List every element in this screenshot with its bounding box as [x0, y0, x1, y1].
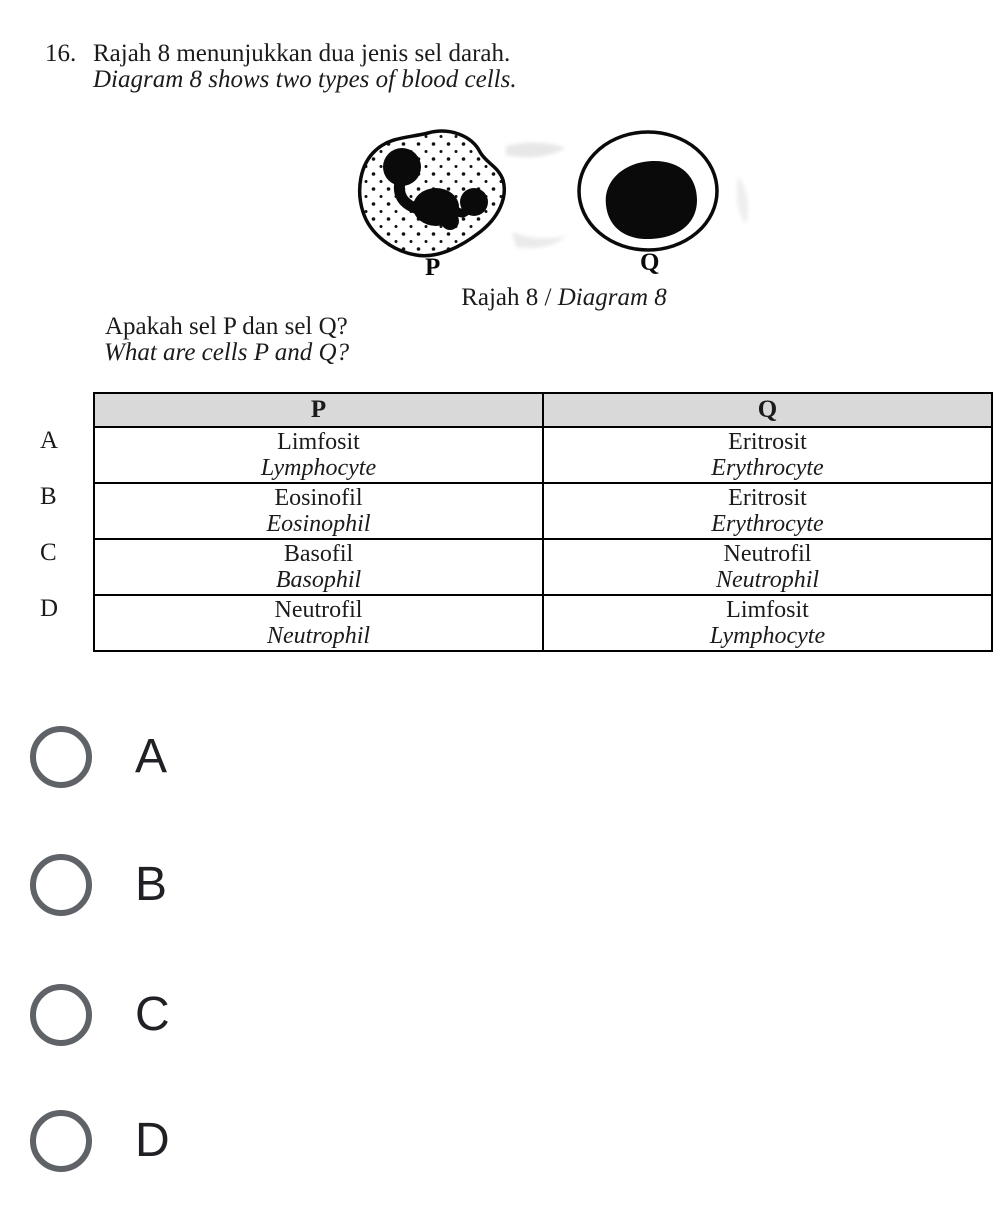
cell-text-ms: Limfosit: [726, 597, 809, 623]
cell-text-ms: Basofil: [283, 541, 354, 567]
cell-text-ms: Limfosit: [277, 429, 360, 455]
option-b-radio[interactable]: [30, 854, 92, 916]
option-c-label[interactable]: C: [135, 988, 170, 1041]
question-number: 16.: [45, 40, 77, 67]
cell-text-en: Basophil: [275, 567, 362, 593]
option-c[interactable]: [30, 984, 170, 1046]
cell-text-en: Neutrophil: [715, 567, 820, 593]
option-b-label[interactable]: B: [135, 858, 168, 911]
cell-text-en: Eosinophil: [266, 511, 371, 537]
option-a-radio[interactable]: [30, 726, 92, 788]
option-b[interactable]: [30, 854, 167, 916]
cell-text-ms: Eosinofil: [274, 485, 363, 511]
cell-text-ms: Eritrosit: [728, 429, 807, 455]
cell-text-ms: Neutrofil: [274, 597, 363, 623]
row-letter-a: A: [40, 427, 59, 454]
figure-caption-ms: Rajah 8 /: [461, 284, 552, 311]
prompt-en: What are cells P and Q?: [104, 339, 350, 366]
cell-text-en: Lymphocyte: [709, 623, 826, 649]
option-d-label[interactable]: D: [135, 1114, 170, 1167]
option-a-label[interactable]: A: [135, 730, 168, 783]
option-d-radio[interactable]: [30, 1110, 92, 1172]
question-text-en: Diagram 8 shows two types of blood cells.: [93, 66, 517, 93]
cell-text-en: Erythrocyte: [711, 511, 824, 537]
table-header-q: Q: [543, 393, 992, 427]
cell-q-label: Q: [640, 249, 660, 276]
cell-p-label: P: [425, 254, 441, 281]
blood-cells-figure: [340, 110, 760, 285]
prompt-ms: Apakah sel P dan sel Q?: [105, 313, 348, 340]
cell-q-nucleus: [606, 161, 697, 239]
answers-table: [93, 392, 993, 652]
cell-text-ms: Eritrosit: [728, 485, 807, 511]
cell-text-en: Neutrophil: [266, 623, 371, 649]
option-d[interactable]: [30, 1110, 170, 1172]
row-letter-d: D: [40, 595, 59, 622]
row-letter-b: B: [40, 483, 57, 510]
figure-caption: [354, 284, 774, 312]
option-c-radio[interactable]: [30, 984, 92, 1046]
cell-text-ms: Neutrofil: [723, 541, 812, 567]
table-row: [94, 595, 992, 651]
table-row: [94, 539, 992, 595]
cell-p: [360, 131, 505, 281]
cell-q: [579, 132, 717, 276]
cell-text-en: Erythrocyte: [711, 455, 824, 481]
row-letter-c: C: [40, 539, 57, 566]
table-header-row: [94, 393, 992, 427]
cell-text-en: Lymphocyte: [260, 455, 377, 481]
question-text-ms: Rajah 8 menunjukkan dua jenis sel darah.: [93, 40, 511, 67]
table-header-p: P: [94, 393, 543, 427]
question-line-1: [45, 41, 510, 67]
table-row: [94, 427, 992, 483]
table-row: [94, 483, 992, 539]
figure-caption-en: Diagram 8: [557, 284, 667, 311]
option-a[interactable]: [30, 726, 167, 788]
